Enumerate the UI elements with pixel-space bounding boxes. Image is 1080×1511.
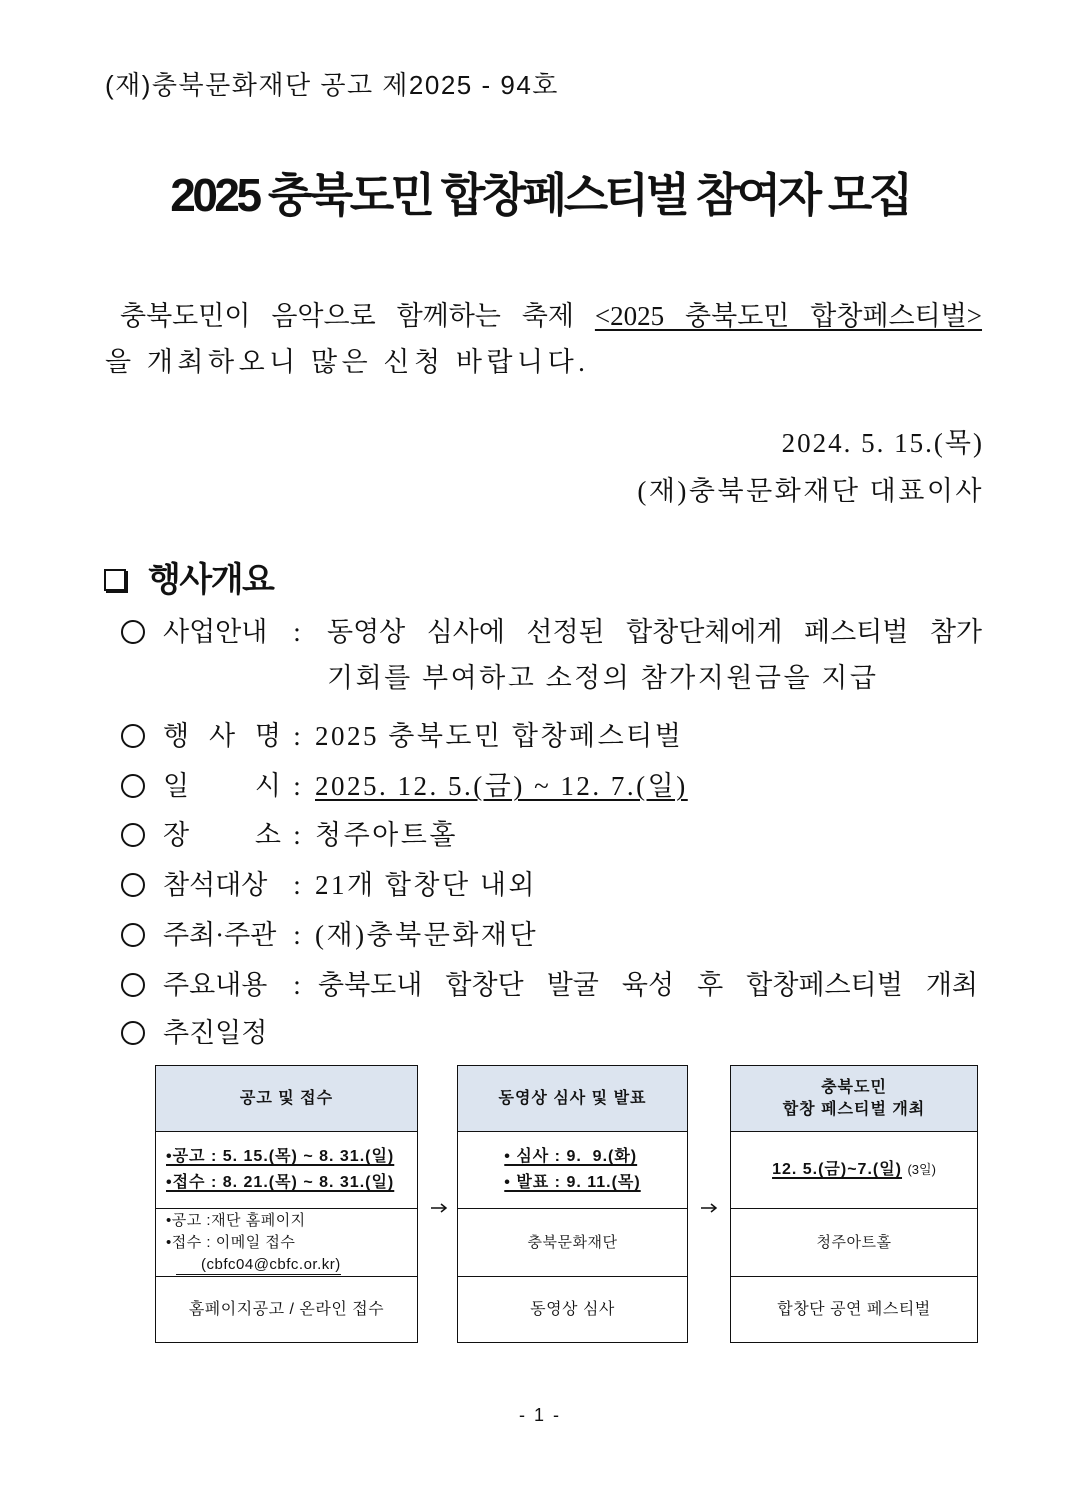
period-note: (3일)	[907, 1162, 936, 1177]
period-dates: 12. 5.(금)~7.(일)	[772, 1161, 903, 1178]
email-line	[166, 1254, 341, 1276]
page-title: 2025 충북도민 합창페스티벌 참여자 모집	[170, 169, 910, 221]
notice-number: (재)충북문화재단 공고 제2025 - 94호	[105, 70, 559, 100]
overview-item-organizer	[121, 915, 538, 955]
circle-bullet-icon	[121, 1021, 145, 1045]
item-label: 주최·주관	[163, 920, 277, 950]
circle-bullet-icon	[121, 620, 145, 644]
item-value-continued: 기회를 부여하고 소정의 참가지원금을 지급	[327, 663, 879, 693]
square-bullet-icon	[104, 569, 126, 591]
item-separator: :	[293, 920, 301, 950]
detail-line: 충북문화재단	[527, 1233, 618, 1251]
step-period	[458, 1131, 687, 1208]
item-label: 참석대상	[163, 870, 268, 900]
step-header-text: 동영상 심사 및 발표	[498, 1089, 647, 1107]
step-summary	[458, 1276, 687, 1342]
item-separator: :	[293, 721, 301, 751]
schedule-step-announcement	[155, 1065, 418, 1343]
item-value: 21개 합창단 내외	[315, 870, 537, 900]
step-summary	[731, 1276, 977, 1342]
item-separator: :	[293, 820, 301, 850]
summary-text: 홈페이지공고 / 온라인 접수	[188, 1300, 385, 1318]
schedule-step-review	[457, 1065, 688, 1343]
page-number: - 1 -	[518, 1405, 561, 1425]
item-value: 충북도내 합창단 발굴 육성 후 합창페스티벌 개최	[318, 970, 978, 1000]
overview-item-content	[121, 965, 978, 1005]
period-line: • 심사 : 9. 9.(화)	[504, 1148, 638, 1165]
summary-text: 동영상 심사	[530, 1300, 615, 1318]
item-label: 장 소	[163, 820, 281, 850]
circle-bullet-icon	[121, 973, 145, 997]
detail-line: 청주아트홀	[816, 1233, 892, 1251]
period-line	[772, 1157, 936, 1183]
intro-paragraph-line2: 을 개최하오니 많은 신청 바랍니다.	[105, 347, 590, 377]
issue-date: 2024. 5. 15.(목)	[781, 428, 984, 458]
circle-bullet-icon	[121, 923, 145, 947]
step-period	[156, 1131, 417, 1208]
overview-item-event-name	[121, 716, 683, 756]
arrow-right-icon	[700, 1201, 718, 1213]
step-header	[731, 1066, 977, 1131]
item-value: 2025. 12. 5.(금) ~ 12. 7.(일)	[315, 771, 688, 801]
issuer: (재)충북문화재단 대표이사	[637, 476, 984, 506]
item-label: 일 시	[163, 771, 281, 801]
step-detail	[731, 1208, 977, 1276]
intro-text: 충북도민이 음악으로 함께하는 축제	[120, 301, 574, 331]
step-detail	[458, 1208, 687, 1276]
period-line: •접수 : 8. 21.(목) ~ 8. 31.(일)	[166, 1174, 395, 1191]
circle-bullet-icon	[121, 724, 145, 748]
item-separator: :	[293, 617, 301, 647]
period-line: • 발표 : 9. 11.(목)	[504, 1174, 641, 1191]
step-detail	[156, 1208, 417, 1276]
item-value: 2025 충북도민 합창페스티벌	[315, 721, 684, 751]
step-header	[156, 1066, 417, 1131]
item-label: 행 사 명	[163, 721, 281, 751]
overview-item-business	[121, 612, 982, 652]
detail-line: •공고 :재단 홈페이지	[166, 1211, 306, 1229]
intro-paragraph-line1	[120, 296, 982, 336]
circle-bullet-icon	[121, 823, 145, 847]
overview-item-venue	[121, 815, 458, 855]
period-line: •공고 : 5. 15.(목) ~ 8. 31.(일)	[166, 1148, 395, 1165]
period-group	[504, 1144, 640, 1196]
item-value: (재)충북문화재단	[315, 920, 539, 950]
step-period	[731, 1131, 977, 1208]
item-label: 주요내용	[163, 970, 268, 1000]
section-title: 행사개요	[148, 561, 274, 599]
step-header-text: 공고 및 접수	[239, 1089, 334, 1107]
step-summary	[156, 1276, 417, 1342]
item-value: 동영상 심사에 선정된 합창단체에게 페스티벌 참가	[327, 617, 982, 647]
item-separator: :	[293, 870, 301, 900]
overview-item-schedule	[121, 1013, 281, 1053]
circle-bullet-icon	[121, 774, 145, 798]
schedule-step-festival	[730, 1065, 978, 1343]
overview-item-date	[121, 766, 688, 806]
detail-line: •접수 : 이메일 접수	[166, 1233, 296, 1251]
arrow-right-icon	[430, 1201, 448, 1213]
email-address: (cbfc04@cbfc.or.kr)	[176, 1255, 341, 1275]
circle-bullet-icon	[121, 873, 145, 897]
step-header-text: 합창 페스티벌 개최	[782, 1100, 926, 1118]
step-header-text: 충북도민	[821, 1078, 887, 1096]
item-label: 추진일정	[163, 1018, 268, 1048]
step-header	[458, 1066, 687, 1131]
summary-text: 합창단 공연 페스티벌	[777, 1300, 931, 1318]
item-value: 청주아트홀	[315, 820, 458, 850]
item-separator: :	[293, 970, 301, 1000]
festival-name-underlined: <2025 충북도민 합창페스티벌>	[594, 301, 983, 331]
item-separator: :	[293, 771, 301, 801]
item-label: 사업안내	[163, 617, 268, 647]
overview-item-participants	[121, 865, 537, 905]
